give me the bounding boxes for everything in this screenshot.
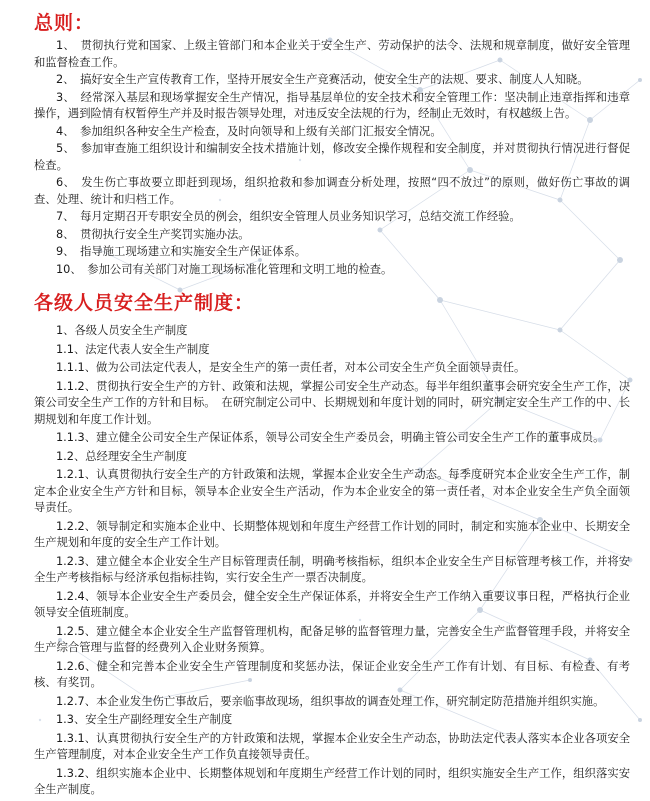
- list-item: 1.2.7、本企业发生伤亡事故后，要亲临事故现场，组织事故的调查处理工作，研究制定防范措施并组织实施。: [56, 694, 605, 708]
- list-item: 1.2.3、建立健全本企业安全生产目标管理责任制，明确考核指标，组织本企业安全生产目标管理考核工作，并将安全生产考核指标与经济承包指标挂钩，实行安全生产一票否决制度。: [34, 554, 630, 584]
- list-item: 9、 指导施工现场建立和实施安全生产保证体系。: [56, 245, 307, 258]
- list-item: 1.1.3、建立健全公司安全生产保证体系，领导公司安全生产委员会，明确主管公司安全生产工作的董事成员。: [56, 431, 605, 444]
- list-item: 1.3.2、组织实施本企业中、长期整体规划和年度期生产经营工作计划的同时，组织实施安全生产工作，组织落实安全生产制度。: [34, 766, 630, 796]
- list-item: 1.2.1、认真贯彻执行安全生产的方针政策和法规，掌握本企业安全生产动态。每季度研究本企业安全生产工作，制定本企业安全生产方针和目标，领导本企业安全生产活动，作为本企业安全的第一责任者，对本企业安全生产负全面领导责任。: [34, 468, 630, 514]
- list-item: 1.1.2、贯彻执行安全生产的方针、政策和法规，掌握公司安全生产动态。每半年组织董事会研究安全生产工作，决策公司安全生产工作的方针和目标。 在研究制定公司中、长期规划和年度计划的同时，研究制定安全生产工作的中、长期规划和年度工作计划。: [34, 379, 630, 426]
- list-item: 7、 每月定期召开专职安全员的例会，组织安全管理人员业务知识学习，总结交流工作经验。: [56, 210, 521, 223]
- list-item: 1.3、安全生产副经理安全生产制度: [56, 713, 233, 726]
- list-item: 5、 参加审查施工组织设计和编制安全技术措施计划，修改安全操作规程和安全制度，并对贯彻执行情况进行督促检查。: [34, 142, 630, 172]
- list-item: 1、 贯彻执行党和国家、上级主管部门和本企业关于安全生产、劳动保护的法令、法规和规章制度，做好安全管理和监督检查工作。: [34, 39, 630, 69]
- list-item: 1.1、法定代表人安全生产制度: [56, 342, 210, 356]
- list-item: 1.2.5、建立健全本企业安全生产监督管理机构，配备足够的监督管理力量，完善安全生产监督管理手段，并将安全生产综合管理与监督的经费列入企业财务预算。: [34, 624, 630, 654]
- section-title-personnel: 各级人员安全生产制度：: [34, 292, 255, 314]
- list-item: 1.2.6、健全和完善本企业安全生产管理制度和奖惩办法，保证企业安全生产工作有计划、有目标、有检查、有考核、有奖罚。: [34, 659, 630, 689]
- personnel-rules-list: [34, 323, 630, 801]
- list-item: 3、 经常深入基层和现场掌握安全生产情况，指导基层单位的安全技术和安全管理工作：坚决制止违章指挥和违章操作，遇到险情有权暂停生产并及时报告领导处理，对违反安全法规的行为，经制止无效时，有权越级上告。: [34, 90, 630, 120]
- list-item: 6、 发生伤亡事故要立即赶到现场，组织抢救和参加调查分析处理，按照“四不放过”的原则，做好伤亡事故的调查、处理、统计和归档工作。: [34, 176, 630, 206]
- list-item: 1.2.2、领导制定和实施本企业中、长期整体规划和年度生产经营工作计划的同时，制定和实施本企业中、长期安全生产规划和年度的安全生产工作计划。: [34, 519, 630, 549]
- list-item: 4、 参加组织各种安全生产检查，及时向领导和上级有关部门汇报安全情况。: [56, 124, 442, 138]
- list-item: 1.2.4、领导本企业安全生产委员会，健全安全生产保证体系，并将安全生产工作纳入重要议事日程，严格执行企业领导安全值班制度。: [34, 589, 630, 619]
- list-item: 2、 搞好安全生产宣传教育工作，坚持开展安全生产竞赛活动，使安全生产的法规、要求、制度人人知晓。: [56, 73, 589, 86]
- list-item: 1.1.1、做为公司法定代表人，是安全生产的第一责任者，对本公司安全生产负全面领导责任。: [56, 361, 526, 374]
- general-rules-list: [34, 38, 630, 279]
- list-item: 10、 参加公司有关部门对施工现场标准化管理和文明工地的检查。: [56, 262, 393, 276]
- list-item: 1.2、总经理安全生产制度: [56, 449, 187, 463]
- section-title-general: 总则：: [34, 12, 95, 34]
- list-item: 8、 贯彻执行安全生产奖罚实施办法。: [56, 227, 250, 241]
- list-item: 1、各级人员安全生产制度: [56, 324, 188, 337]
- list-item: 1.3.1、认真贯彻执行安全生产的方针政策和法规，掌握本企业安全生产动态，协助法定代表人落实本企业各项安全生产管理制度，对本企业安全生产工作负直接领导责任。: [34, 731, 630, 761]
